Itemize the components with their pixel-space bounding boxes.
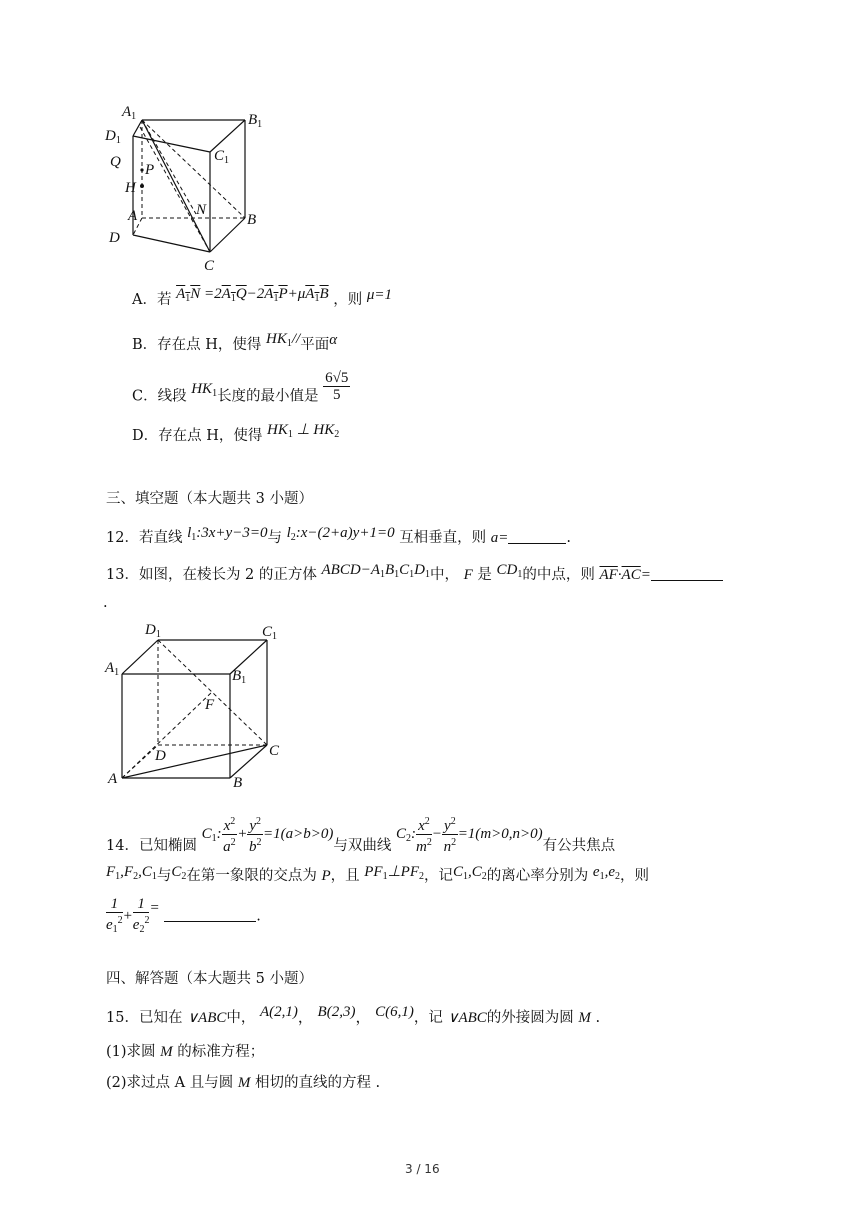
label-C1: $C_1$ (214, 148, 230, 166)
question-14-line2: $F_1,F_2,C_1$与$C_2$在第一象限的交点为 P，且 $PF_1\perp PF_2$，记$C_1,C_2$的离心率分别为 $e_1,e_2$，则 (106, 864, 649, 884)
label-H: H (125, 180, 136, 196)
label-D: D (109, 230, 120, 246)
label-C-cube: C (269, 743, 280, 759)
label-C1-cube: $C_1$ (262, 624, 278, 642)
option-a: A．若 $A_1N =2A_1Q-2A_1P+\mu A_1B$ ，则 μ=1 (132, 286, 393, 308)
question-12: 12．若直线 $l_1:3x+y-3=0$与 $l_2:x-(2+a)y+1=0$ 互相垂直，则 a= . (106, 525, 572, 546)
label-D1-cube: $D_1$ (145, 622, 161, 640)
label-D-cube: D (155, 748, 166, 764)
option-b: B．存在点 H，使得 $HK_1//$平面α (132, 331, 338, 353)
label-A1: $A_1$ (122, 104, 137, 122)
option-d: D．存在点 H，使得 $HK_1$ ⊥ $HK_2$ (132, 422, 340, 444)
label-B1-cube: $B_1$ (232, 668, 247, 686)
question-14-line3: $\frac{1}{e_1^2}$ + $\frac{1}{e_2^2}$ = . (106, 896, 261, 935)
label-B: B (247, 212, 257, 228)
page-number: 3 / 16 (405, 1162, 440, 1176)
question-15-part-1: (1)求圆 M 的标准方程； (106, 1044, 265, 1060)
label-B1: $B_1$ (248, 112, 263, 130)
label-P: P (145, 162, 155, 178)
label-C: C (204, 258, 215, 274)
option-c: C．线段 $HK_1$长度的最小值是 $\frac{6√5}{5}$ (132, 370, 349, 405)
label-F: F (205, 697, 215, 713)
section-3-title: 三、填空题（本大题共 3 小题） (106, 491, 313, 507)
question-15-part-2: (2)求过点 A 且与圆 M 相切的直线的方程 . (106, 1075, 381, 1091)
label-B-cube: B (233, 775, 243, 791)
q13-end: . (103, 595, 108, 611)
label-D1: $D_1$ (105, 128, 121, 146)
section-4-title: 四、解答题（本大题共 5 小题） (106, 971, 313, 987)
label-A1-cube: $A_1$ (105, 660, 120, 678)
label-N: N (196, 202, 207, 218)
question-15: 15．已知在 ∨ABC中， A(2,1)， B(2,3)， C(6,1)，记 ∨ABC的外接圆为圆 M . (106, 1004, 601, 1026)
question-14-line1: 14．已知椭圆 $C_1$: $\frac{x^2}{a^2}$ + $\frac{y^2}{b^2}$ =1(a>b>0)与双曲线 $C_2$: $\frac{x^2}{m^2}$ − $\frac{y^2}{n^2}$ =1(m>0,n>0)有公共焦点 (106, 816, 616, 855)
label-A: A (128, 208, 138, 224)
cube-figure (100, 618, 300, 793)
label-A-cube: A (108, 771, 118, 787)
label-Q: Q (110, 154, 121, 170)
question-13: 13．如图，在棱长为 2 的正方体 $ABCD-A_1B_1C_1D_1$中， F 是 $CD_1$的中点，则 $\overline{AF}\cdot\overline{AC}=$ (106, 565, 723, 590)
prism-figure (100, 100, 280, 275)
